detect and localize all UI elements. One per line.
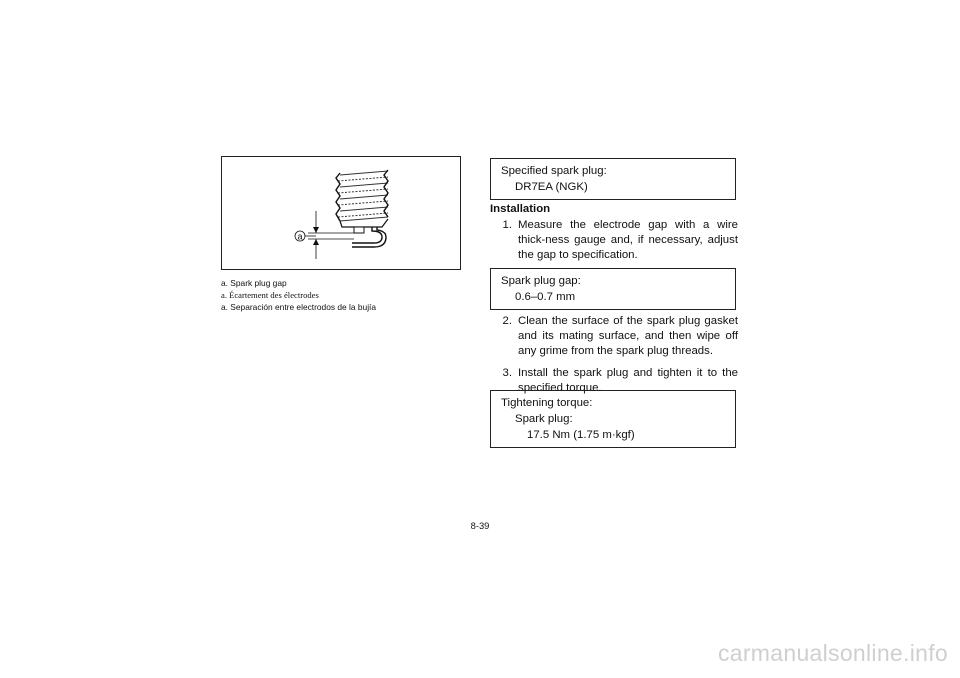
step-3-text: Install the spark plug and tighten it to the specified torque. xyxy=(518,366,738,394)
spec-gap-title: Spark plug gap: xyxy=(501,275,581,287)
spec-torque-title: Tightening torque: xyxy=(501,397,593,409)
callout-a: a xyxy=(297,231,303,242)
spec-box-gap xyxy=(490,268,736,310)
page-number: 8-39 xyxy=(470,520,490,531)
caption-spanish: a. Separación entre electrodos de la bujía xyxy=(221,302,377,312)
spark-plug-illustration xyxy=(222,157,462,271)
step-3-number: 3. xyxy=(502,366,512,379)
caption-french: a. Écartement des électrodes xyxy=(221,290,319,300)
installation-steps-2-3 xyxy=(490,314,738,396)
figure-captions xyxy=(221,277,481,313)
spec-box-torque xyxy=(490,390,736,448)
step-1-number: 1. xyxy=(502,219,512,231)
spec-spark-plug-value: DR7EA (NGK) xyxy=(515,181,588,193)
step-2-text: Clean the surface of the spark plug gasket and its mating surface, and then wipe off any grime from the spark plug threads. xyxy=(518,315,738,358)
step-1-text: Measure the electrode gap with a wire thick-ness gauge and, if necessary, adjust the gap to specification. xyxy=(518,219,738,262)
spec-torque-value: 17.5 Nm (1.75 m·kgf) xyxy=(527,429,635,441)
watermark: carmanualsonline.info xyxy=(717,640,948,666)
installation-heading: Installation xyxy=(490,203,551,215)
caption-english: a. Spark plug gap xyxy=(221,278,287,288)
installation-step-1 xyxy=(490,218,738,264)
spec-torque-sub: Spark plug: xyxy=(515,413,573,425)
spec-box-spark-plug xyxy=(490,158,736,200)
step-2-number: 2. xyxy=(502,315,512,327)
spark-plug-figure xyxy=(221,156,461,270)
spec-gap-value: 0.6–0.7 mm xyxy=(515,291,576,303)
spec-spark-plug-title: Specified spark plug: xyxy=(501,165,607,177)
